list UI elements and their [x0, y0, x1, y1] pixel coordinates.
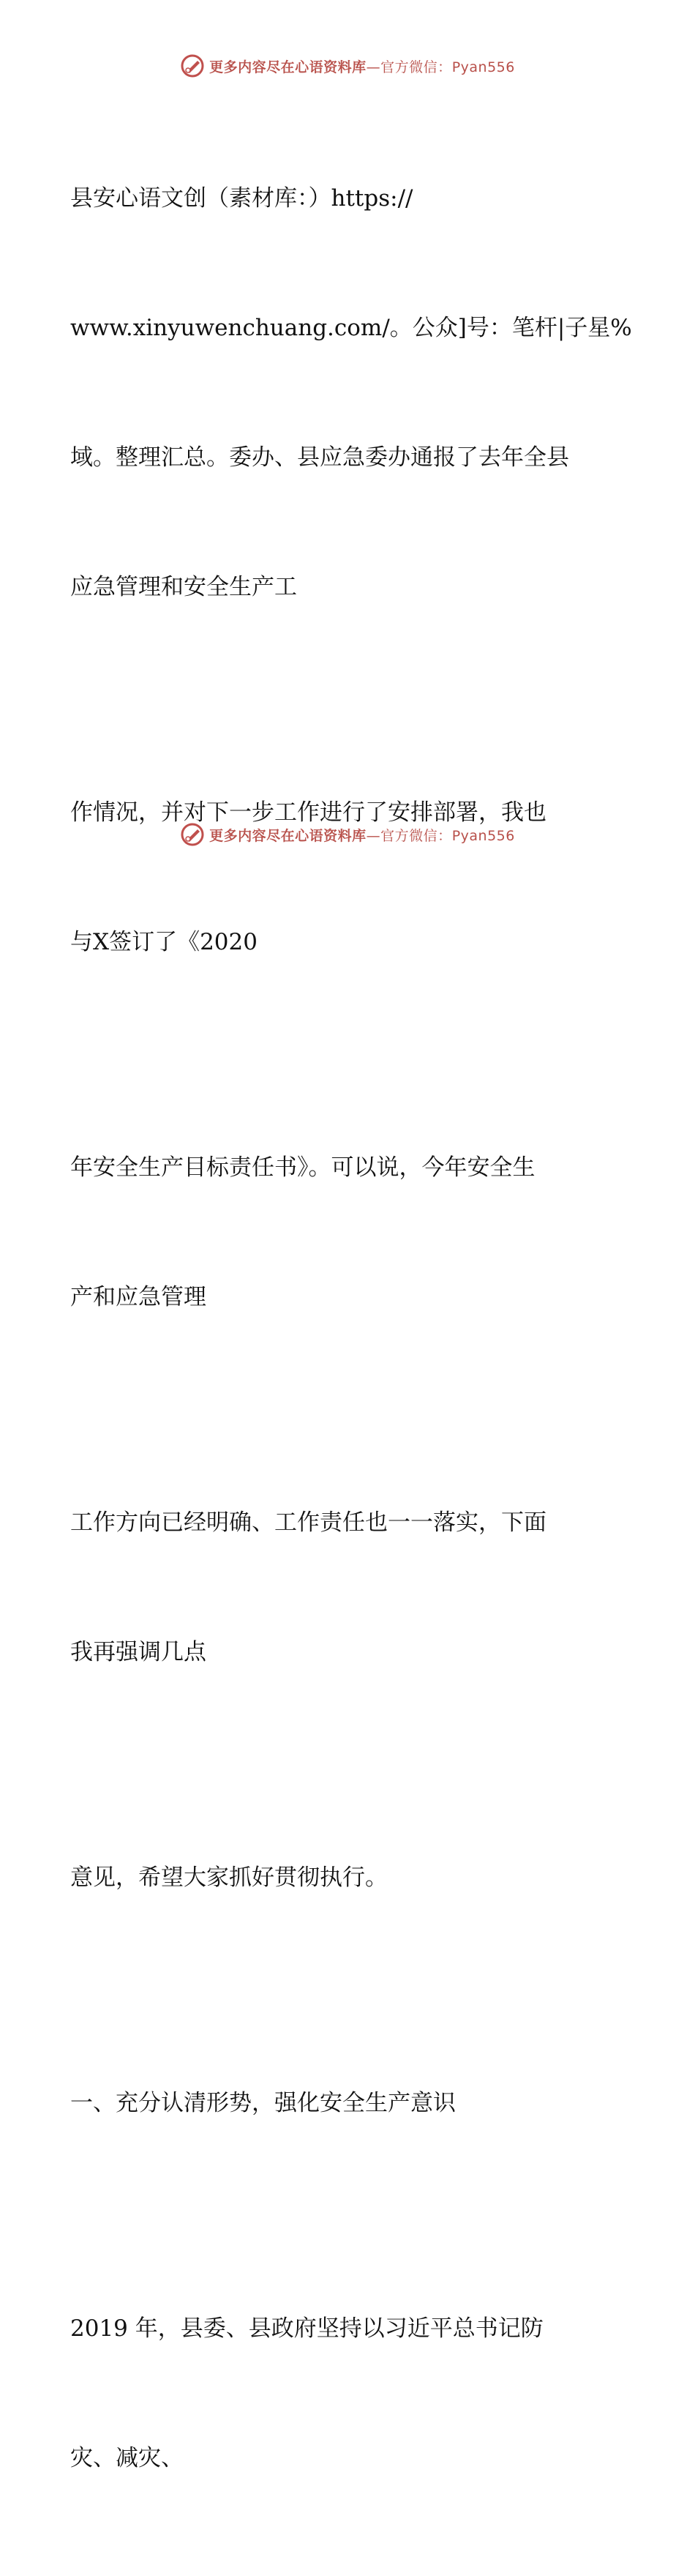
- paragraph: [70, 1060, 626, 1405]
- text-line: 产和应急管理: [70, 1284, 206, 1310]
- watermark-separator: —: [366, 827, 381, 844]
- paragraph: [70, 1770, 626, 1986]
- text-line: 县安心语文创（素材库：）https://: [70, 185, 413, 212]
- brush-logo-icon: [180, 822, 205, 847]
- paragraph: [70, 91, 632, 695]
- text-line: 意见，希望大家抓好贯彻执行。: [70, 1864, 388, 1891]
- header-watermark: [0, 51, 695, 81]
- watermark-separator: —: [366, 59, 381, 75]
- text-line: 灾、减灾、: [70, 2445, 184, 2471]
- section-heading: [70, 1996, 626, 2211]
- watermark-text: [209, 825, 515, 845]
- text-line: 与X签订了《2020: [70, 929, 258, 955]
- watermark-main-text: 更多内容尽在心语资料库: [209, 59, 367, 75]
- text-line: www.xinyuwenchuang.com/。公众]号：笔杆|子星%: [70, 315, 632, 341]
- text-line: 2019 年，县委、县政府坚持以习近平总书记防: [70, 2315, 544, 2342]
- footer-watermark: [0, 820, 695, 849]
- watermark-wechat-label: 官方微信：: [380, 827, 452, 844]
- watermark-wechat-id: Pyan556: [451, 59, 515, 75]
- paragraph: [70, 705, 626, 1050]
- watermark-wechat-id: Pyan556: [451, 827, 515, 844]
- text-line: 我再强调几点: [70, 1639, 206, 1665]
- watermark-text: [209, 56, 515, 76]
- paragraph: [70, 1415, 626, 1761]
- text-line: 工作方向已经明确、工作责任也一一落实，下面: [70, 1509, 546, 1536]
- text-line: 应急管理和安全生产工: [70, 574, 297, 600]
- text-line: 域。整理汇总。委办、县应急委办通报了去年全县: [70, 444, 569, 471]
- text-line: 一、充分认清形势，强化安全生产意识: [70, 2090, 456, 2116]
- document-body: [70, 91, 632, 2576]
- watermark-wechat-label: 官方微信：: [380, 59, 452, 75]
- text-line: 年安全生产目标责任书》。可以说，今年安全生: [70, 1154, 536, 1181]
- paragraph: [70, 2221, 626, 2566]
- watermark-main-text: 更多内容尽在心语资料库: [209, 827, 367, 844]
- brush-logo-icon: [180, 53, 205, 78]
- text-line: 作情况，并对下一步工作进行了安排部署，我也: [70, 799, 546, 826]
